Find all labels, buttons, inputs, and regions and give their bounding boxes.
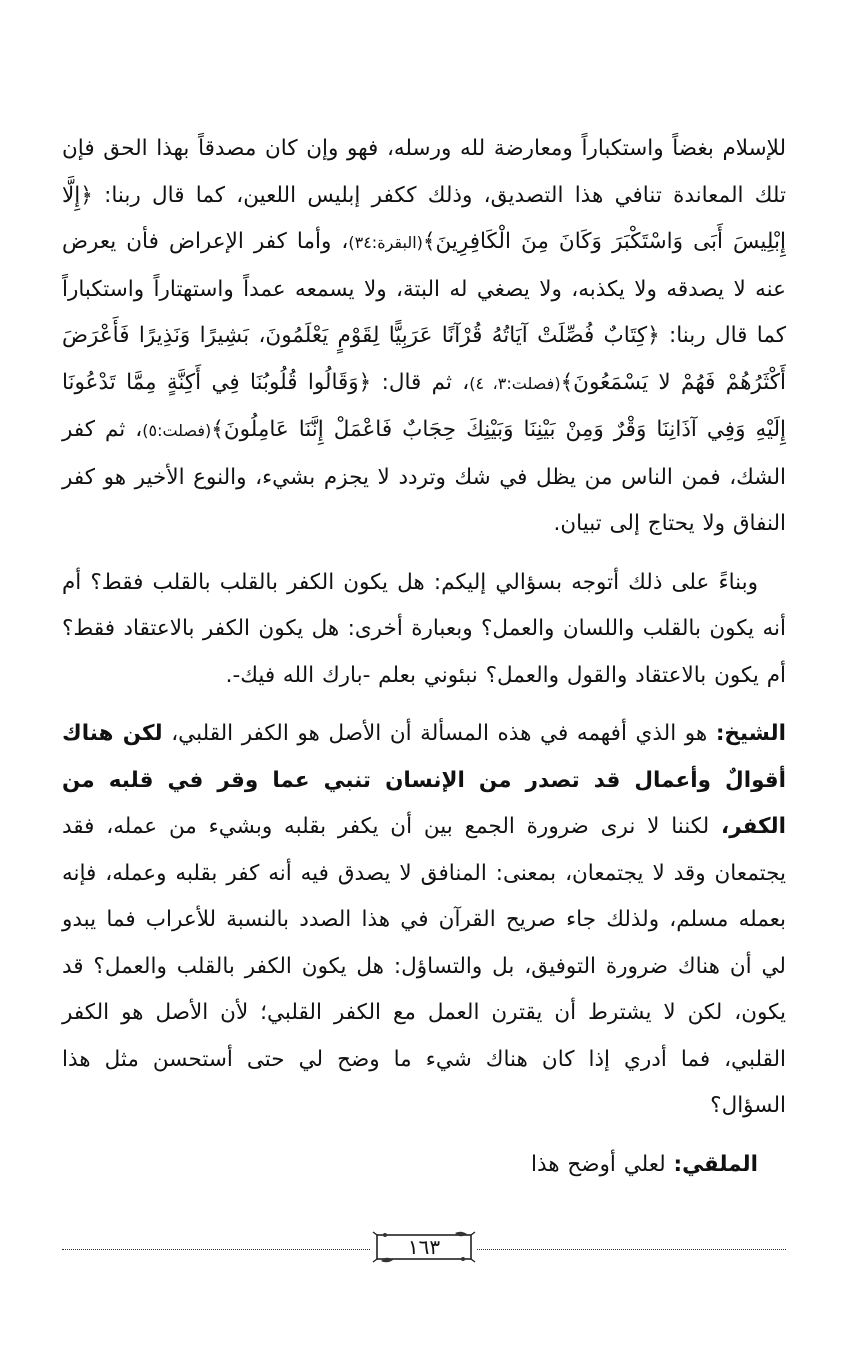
quran-verse: ﴿إِلَّا إِبْلِيسَ أَبَى وَاسْتَكْبَرَ وَكَانَ مِنَ الْكَافِرِينَ﴾ [62, 182, 786, 254]
page-number-ornament [371, 1229, 477, 1265]
text-segment: هو الذي أفهمه في هذه المسألة أن الأصل هو الكفر القلبي، [162, 721, 716, 746]
speaker-label-mulqi: الملقي: [673, 1151, 758, 1177]
text-segment: للإسلام بغضاً واستكباراً ومعارضة لله ورسله، فهو وإن كان مصدقاً بهذا الحق فإن تلك المعاندة تنافي هذا التصديق، وذلك ككفر إبليس اللعين، كما قال ربنا: [62, 136, 786, 208]
text-segment: ، ثم كفر الشك، فمن الناس من يظل في شك وتردد لا يجزم بشيء، والنوع الأخير هو كفر النفاق ولا يحتاج إلى تبيان. [62, 417, 786, 536]
verse-reference: (فصلت:٥) [142, 421, 212, 440]
verse-reference: (البقرة:٣٤) [348, 233, 423, 252]
text-segment: لكننا لا نرى ضرورة الجمع بين أن يكفر بقلبه وبشيء من عمله، فقد يجتمعان وقد لا يجتمعان، بمعنى: المنافق لا يصدق فيه أنه كفر بقلبه وعمله، فإنه بعمله مسلم، ولذلك جاء صريح القرآن في هذا الصدد بالنسبة للأعراب فما يبدو لي أن هناك ضرورة التوفيق، بل والتساؤل: هل يكون الكفر بالقلب والعمل؟ قد يكون، لكن لا يشترط أن يقترن العمل مع الكفر القلبي؛ لأن الأصل هو الكفر القلبي، فما أدري إذا كان هناك شيء ما وضح لي حتى أستحسن مثل هذا السؤال؟ [62, 814, 786, 1118]
page-number: ١٦٣ [407, 1235, 441, 1259]
text-segment: ، وأما كفر الإعراض فأن يعرض عنه لا يصدقه ولا يكذبه، ولا يصغي له البتة، ولا يسمعه عمداً واستهتاراً واستكباراً كما قال ربنا: [62, 229, 786, 348]
book-page-body [62, 126, 786, 1188]
quran-verse: ﴿كِتَابٌ فُصِّلَتْ آيَاتُهُ قُرْآنًا عَرَبِيًّا لِقَوْمٍ يَعْلَمُونَ، بَشِيرًا وَنَذِيرًا فَأَعْرَضَ أَكْثَرُهُمْ فَهُمْ لا يَسْمَعُونَ﴾ [62, 323, 786, 395]
text-segment: ، ثم قال: [371, 369, 470, 395]
paragraph-4-speaker [62, 1142, 786, 1189]
verse-reference: (فصلت:٣، ٤) [469, 373, 561, 393]
text-segment: لعلي أوضح هذا [530, 1151, 674, 1177]
bold-text-segment: لكن هناك أقوالٌ وأعمال قد تصدر من الإنسان تنبي عما وقر في قلبه من الكفر، [62, 721, 786, 839]
quran-verse: ﴿وَقَالُوا قُلُوبُنَا فِي أَكِنَّةٍ مِمَّا تَدْعُونَا إِلَيْهِ وَفِي آذَانِنَا وَقْرٌ وَمِنْ بَيْنِنَا وَبَيْنِكَ حِجَابٌ فَاعْمَلْ إِنَّنَا عَامِلُونَ﴾ [62, 369, 786, 442]
paragraph-1 [62, 126, 786, 548]
paragraph-3-answer [62, 711, 786, 1130]
paragraph-2-question: وبناءً على ذلك أتوجه بسؤالي إليكم: هل يكون الكفر بالقلب بالقلب فقط؟ أم أنه يكون بالقلب واللسان والعمل؟ وبعبارة أخرى: هل يكون الكفر بالاعتقاد فقط؟ أم يكون بالاعتقاد والقول والعمل؟ نبئوني بعلم -بارك الله فيك-. [62, 569, 786, 688]
page-footer [62, 1226, 786, 1266]
speaker-label-sheikh: الشيخ: [715, 721, 787, 746]
